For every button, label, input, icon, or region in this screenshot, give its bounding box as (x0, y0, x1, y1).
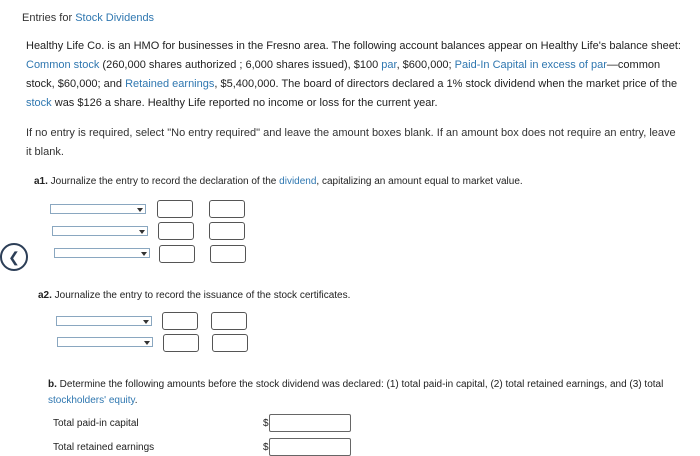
a1-account-select-2[interactable] (52, 226, 148, 236)
a1-credit-box-1[interactable] (209, 200, 245, 218)
page-title: Entries for Stock Dividends (22, 12, 155, 24)
question-a2: a2. Journalize the entry to record the issuance of the stock certificates. (38, 290, 351, 301)
a1-credit-box-3[interactable] (210, 245, 246, 263)
paid-in-capital-link[interactable]: Paid-In Capital in excess of par (454, 59, 607, 71)
a1-account-select-1[interactable] (50, 204, 146, 214)
a2-account-select-2[interactable] (57, 337, 153, 347)
dividend-link[interactable]: dividend (279, 176, 317, 187)
a1-debit-box-1[interactable] (157, 200, 193, 218)
instructions: If no entry is required, select "No entry required" and leave the amount boxes blank. If an amount box does not require an entry, leave it blank. (26, 127, 676, 158)
a1-debit-box-3[interactable] (159, 245, 195, 263)
total-paid-in-capital-input[interactable] (269, 414, 351, 432)
problem-statement: Healthy Life Co. is an HMO for businesses in the Fresno area. The following account balances appear on Healthy Life's balance sheet: Common stock (260,000 shares authorized ; 6,000 shares issued), $100 par, $600,000; Paid-In Capital in excess of par—common stock, $60,000; and Retained earnings, $5,400,000. The board of directors declared a 1% stock dividend when the market price of the stock was $126 a share. Healthy Life reported no income or loss for the current year. (26, 40, 681, 109)
total-retained-earnings-label: Total retained earnings (53, 442, 155, 453)
a1-debit-box-2[interactable] (158, 222, 194, 240)
a2-credit-box-2[interactable] (212, 334, 248, 352)
a1-credit-box-2[interactable] (209, 222, 245, 240)
a2-account-select-1[interactable] (56, 316, 152, 326)
stockholders-equity-link[interactable]: stockholders' equity (48, 395, 135, 406)
total-retained-earnings-input[interactable] (269, 438, 351, 456)
question-b: b. Determine the following amounts before the stock dividend was declared: (1) total paid-in capital, (2) total retained earnings, and (3) total stockholders' equity. (48, 379, 664, 406)
a1-account-select-3[interactable] (54, 248, 150, 258)
currency-symbol: $ (263, 418, 269, 429)
a2-debit-box-2[interactable] (163, 334, 199, 352)
stock-dividends-link[interactable]: Stock Dividends (75, 12, 155, 24)
total-paid-in-capital-label: Total paid-in capital (53, 418, 139, 429)
retained-earnings-link[interactable]: Retained earnings (125, 78, 215, 90)
par-link[interactable]: par (381, 59, 397, 71)
common-stock-link[interactable]: Common stock (26, 59, 100, 71)
a2-debit-box-1[interactable] (162, 312, 198, 330)
previous-chevron-icon[interactable]: ❮ (0, 243, 28, 271)
a2-credit-box-1[interactable] (211, 312, 247, 330)
question-a1: a1. Journalize the entry to record the declaration of the dividend, capitalizing an amount equal to market value. (34, 176, 523, 187)
currency-symbol-2: $ (263, 442, 269, 453)
stock-link[interactable]: stock (26, 97, 52, 109)
